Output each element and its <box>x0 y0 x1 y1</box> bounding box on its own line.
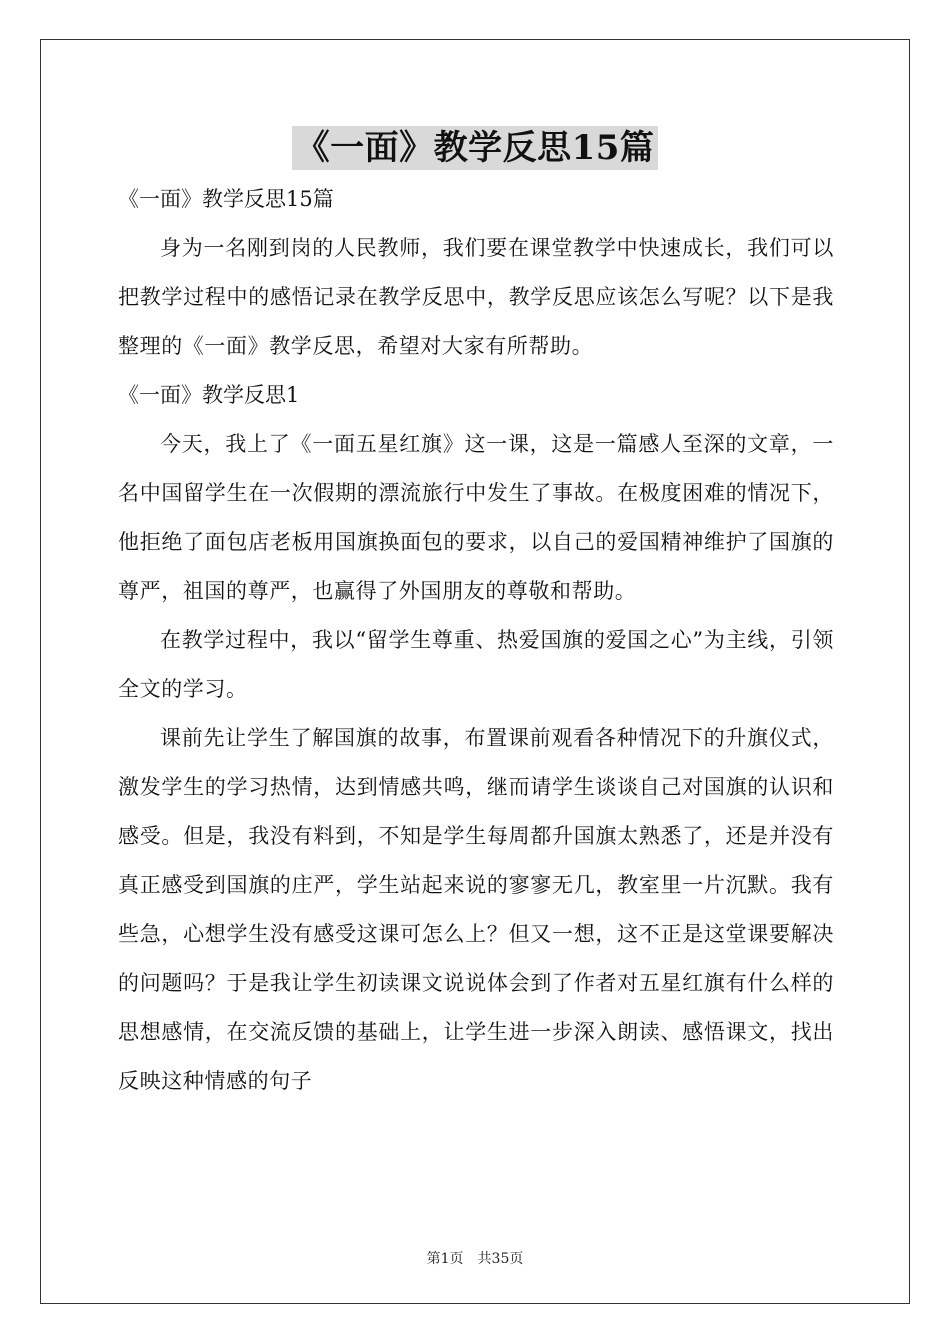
subtitle-line: 《一面》教学反思15篇 <box>118 187 334 211</box>
body-paragraph: 在教学过程中，我以“留学生尊重、热爱国旗的爱国之心”为主线，引领全文的学习。 <box>118 628 834 701</box>
page-total: 共35页 <box>477 1251 524 1267</box>
intro-paragraph: 身为一名刚到岗的人民教师，我们要在课堂教学中快速成长，我们可以把教学过程中的感悟记录在教学反思中，教学反思应该怎么写呢？以下是我整理的《一面》教学反思，希望对大家有所帮助。 <box>118 236 834 358</box>
title-container <box>0 126 950 170</box>
section-heading: 《一面》教学反思1 <box>118 383 300 407</box>
document-body <box>118 175 834 1106</box>
document-title: 《一面》教学反思15篇 <box>292 126 659 170</box>
page-number: 第1页 <box>426 1251 464 1267</box>
page-footer <box>0 1248 950 1268</box>
body-paragraph: 今天，我上了《一面五星红旗》这一课，这是一篇感人至深的文章，一名中国留学生在一次假期的漂流旅行中发生了事故。在极度困难的情况下，他拒绝了面包店老板用国旗换面包的要求，以自己的爱国精神维护了国旗的尊严，祖国的尊严，也赢得了外国朋友的尊敬和帮助。 <box>118 432 834 603</box>
body-paragraph: 课前先让学生了解国旗的故事，布置课前观看各种情况下的升旗仪式，激发学生的学习热情，达到情感共鸣，继而请学生谈谈自己对国旗的认识和感受。但是，我没有料到，不知是学生每周都升国旗太熟悉了，还是并没有真正感受到国旗的庄严，学生站起来说的寥寥无几，教室里一片沉默。我有些急，心想学生没有感受这课可怎么上？但又一想，这不正是这堂课要解决的问题吗？于是我让学生初读课文说说体会到了作者对五星红旗有什么样的思想感情，在交流反馈的基础上，让学生进一步深入朗读、感悟课文，找出反映这种情感的句子 <box>118 726 834 1093</box>
